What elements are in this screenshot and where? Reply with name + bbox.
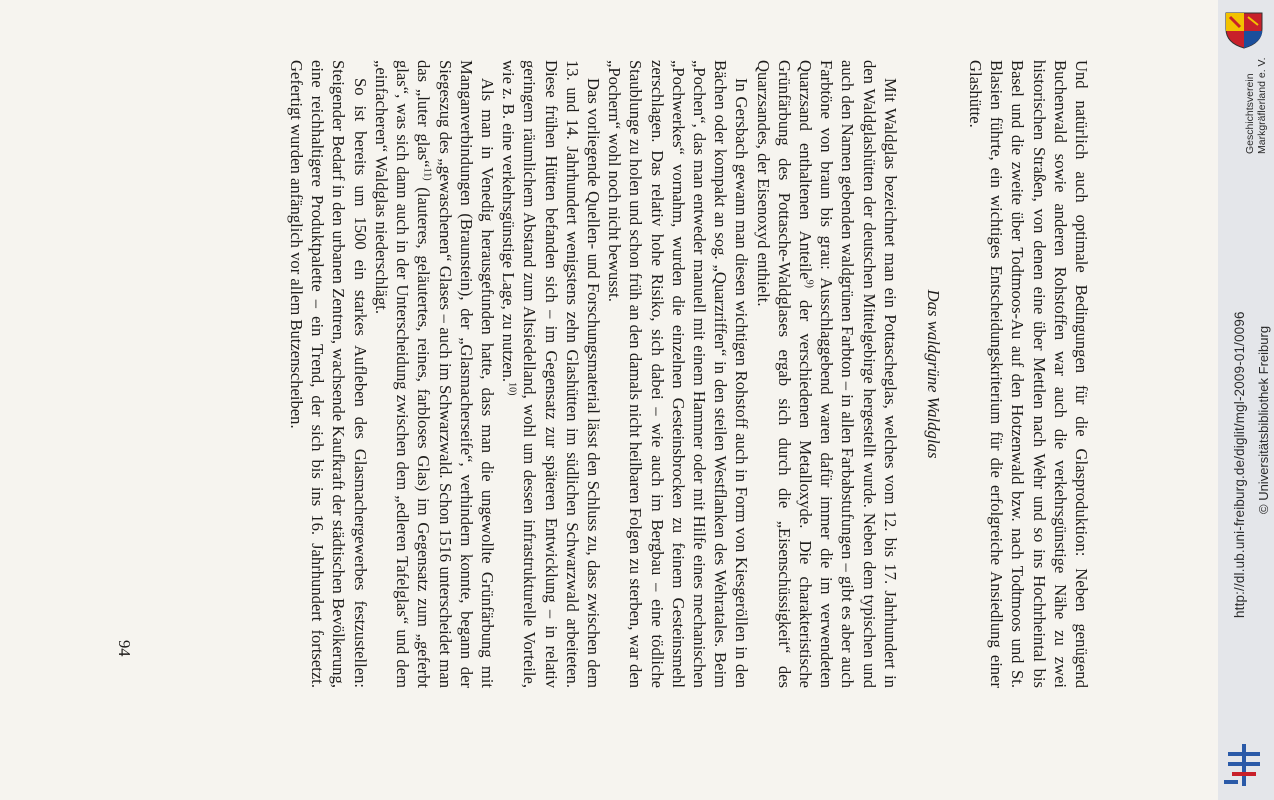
page-number: 94 <box>115 640 134 657</box>
paragraph-2: In Gersbach gewann man diesen wichtigen Rohstoff auch in Form von Kiesgeröllen in den Bächen oder kompakt an sog. „Quarzriffen“ in den steilen Westflanken des Wehratales. Beim „Pochen“, das man entweder manuell mit einem Hammer oder mit Hilfe eines mechanischen „Pochwerkes“ vornahm, wurden die einzelnen Gesteinsbrocken zu feinem Gesteinsmehl zerschlagen. Das relativ hohe Risiko, sich dabei – wie auch im Bergbau – eine tödliche Staublunge zu holen und schon früh an den damals nicht heilbaren Folgen zu sterben, war den „Pochern“ wohl noch nicht bewusst. <box>605 60 752 688</box>
footnote-ref-11: 11) <box>421 167 433 181</box>
paragraph-3: Das vorliegende Quellen- und Forschungsmaterial lässt den Schluss zu, dass zwischen dem 13. und 14. Jahrhundert wenigstens zehn Glashütten im südlichen Schwarzwald arbeiteten. Diese frühen Hütten befanden sich – im Gegensatz zur späteren Entwicklung – in relativ geringem räumlichem Abstand zum Altsiedelland, wohl um dessen infrastrukturelle Vorteile, wie z. B. eine verkehrsgünstige Lage, zu nutzen.$^{10)}$ <box>499 60 603 688</box>
society-name-line1: Geschichtsverein <box>1244 73 1256 154</box>
footnote-ref-9: 9) <box>803 279 815 288</box>
permalink-url[interactable]: http://dl.ub.uni-freiburg.de/diglit/mgl-2009-01/0096 <box>1232 311 1247 618</box>
paragraph-intro: Und natürlich auch optimale Bedingungen für die Glasproduktion: Neben genügend Buchenwald sowie anderen Rohstoffen war auch die verkehrsgünstige Nähe zu zwei historischen Straßen, von denen eine über Mettlen nach Wehr und so ins Hochrheintal bis Basel und die zweite über Todtmoos-Au auf den Hotzenwald bzw. nach Todtmoos und St. Blasien führte, ein wichtiges Entscheidungskriterium für die erfolgreiche Ansiedlung einer Glashütte. <box>965 60 1091 688</box>
paragraph-1: Mit Waldglas bezeichnet man ein Pottaschеglas, welches vom 12. bis 17. Jahrhundert in den Waldglashütten der deutschen Mittelgebirge hergestellt wurde. Neben dem typischen und auch den Namen gebenden waldgrünen Farbton – in allen Farbabstufungen – gibt es aber auch Farbtöne von braun bis grau: Ausschlaggebend waren dafür immer die im verwendeten Quarzsand enthaltenen Anteile$^{9)}$ der verschiedenen Metalloxyde. Die charakteristische Grünfärbung des Pottasche-Waldglases ergab sich durch die „Eisenschüssigkeit“ des Quarzsandes, der Eisenoxyd enthielt. <box>753 60 900 688</box>
paragraph-5: So ist bereits um 1500 ein starkes Aufleben des Glasmachergewerbes festzustellen: Steigender Bedarf in den urbanen Zentren, wachsende Kaufkraft der städtischen Bevölkerung, eine reichhaltigere Produktpalette – ein Trend, der sich bis ins 16. Jahrhundert fortsetzt. Gefertigt wurden anfänglich vor allem Butzenscheiben. <box>287 60 370 688</box>
section-heading: Das waldgrüne Waldglas <box>923 289 943 459</box>
copyright-notice: © Universitätsbibliothek Freiburg <box>1256 325 1271 514</box>
paragraph-4: Als man in Venedig herausgefunden hatte, dass man die ungewollte Grünfärbung mit Manganverbindungen (Braunstein), der „Glasmacherseife“, verhindern konnte, begann der Siegeszug des „gewaschenen“ Glases – auch im Schwarzwald. Schon 1516 unterscheidet man das „luter glas“$^{11)}$ (lauteres, geläutertes, reines, farbloses Glas) im Gegensatz zum „geferbt glas“, was sich dann auch in der Unterscheidung zwischen dem „edleren Tafelglas“ und dem „einfacheren“ Waldglas niederschlägt. <box>371 60 497 688</box>
page-text-block <box>286 60 1092 688</box>
university-library-logo-icon <box>1222 742 1266 788</box>
footnote-ref-10: 10) <box>506 382 518 396</box>
society-name-line2: Markgräflerland e. V. <box>1256 57 1268 154</box>
coat-of-arms-icon <box>1222 9 1266 49</box>
